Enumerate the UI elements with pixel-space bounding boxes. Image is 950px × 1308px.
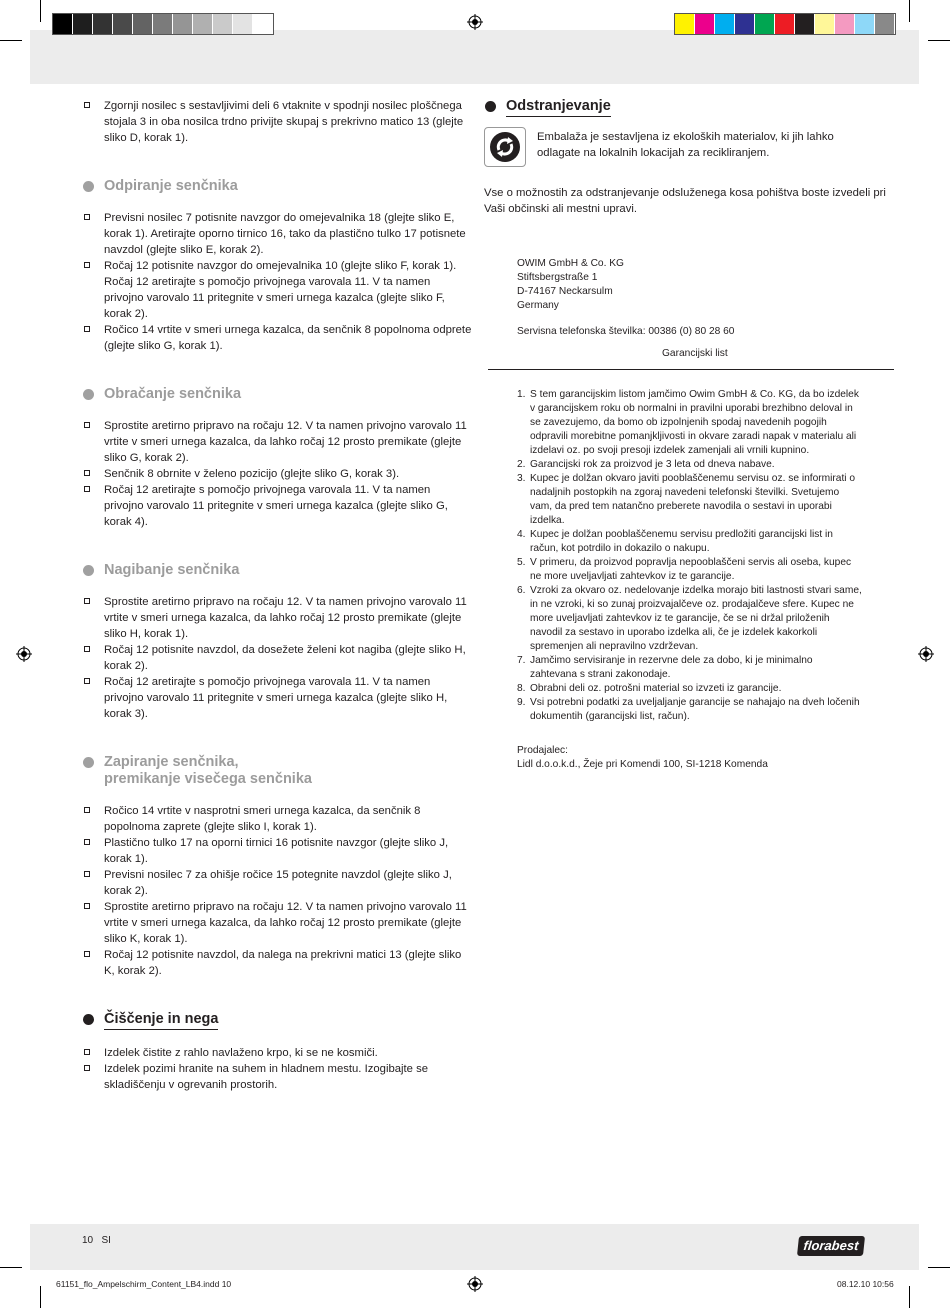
square-bullet-icon	[84, 903, 90, 909]
list-item: Sprostite aretirno pripravo na ročaju 12. V ta namen privojno varovalo 11 vrtite v smeri urnega kazalca, da lahko ročaj 12 prosto premikate (glejte sliko G, korak 2).	[82, 418, 472, 466]
registration-mark-icon	[467, 14, 483, 30]
list-item: 4. Kupec je dolžan pooblaščenemu servisu predložiti garancijski list in račun, kot potrdilo in dokazilo o nakupu.	[517, 529, 833, 554]
crop-mark	[0, 1267, 22, 1268]
grayscale-color-bar	[52, 13, 274, 35]
color-swatch	[775, 14, 795, 34]
square-bullet-icon	[84, 646, 90, 652]
color-swatch	[855, 14, 875, 34]
section-heading: Čiščenje in nega	[82, 1011, 472, 1028]
square-bullet-icon	[84, 678, 90, 684]
color-swatch	[113, 14, 133, 34]
crop-mark	[928, 40, 950, 41]
color-swatch	[755, 14, 775, 34]
list-item: 5. V primeru, da proizvod popravlja nepooblaščeni servis ali oseba, kupec ne more uveljavljati zahtevkov iz te garancije.	[517, 557, 852, 582]
list-item: Previsni nosilec 7 potisnite navzgor do omejevalnika 18 (glejte sliko E, korak 1). Aretirajte oporno tirnico 16, tako da plastično tulko 17 potisnete navzdol (glejte sliko E, korak 2).	[82, 210, 472, 258]
color-swatch	[253, 14, 273, 34]
warranty-title: Garancijski list	[662, 348, 728, 359]
registration-mark-icon	[918, 646, 934, 662]
bullet-dot-icon	[83, 565, 94, 576]
crop-mark	[909, 0, 910, 22]
list-item: 7. Jamčimo servisiranje in rezervne dele za dobo, ki je minimalno zahtevana s strani zakonodaje.	[517, 655, 813, 680]
list-item: Ročico 14 vrtite v nasprotni smeri urnega kazalca, da senčnik 8 popolnoma zaprete (glejte sliko I, korak 1).	[82, 803, 472, 835]
square-bullet-icon	[84, 470, 90, 476]
list-item: 2. Garancijski rok za proizvod je 3 leta od dneva nabave.	[517, 459, 775, 470]
print-date: 08.12.10 10:56	[837, 1279, 894, 1289]
section-heading: Odpiranje senčnika	[82, 178, 472, 195]
list-item: 8. Obrabni deli oz. potrošni material so izvzeti iz garancije.	[517, 683, 782, 694]
florabest-logo: florabest	[797, 1236, 865, 1256]
color-swatch	[675, 14, 695, 34]
color-swatch	[815, 14, 835, 34]
list-item: 6. Vzroki za okvaro oz. nedelovanje izdelka morajo biti lastnosti stvari same, in ne vzroki, ki so zunaj proizvajalčeve oz. prodajalčeve sfere. Kupec ne more uveljavljati zahtevkov iz te garancije, če se ni držal priloženih navodil za sestavo in uporabo izdelka ali, če je izdelek kakorkoli spremenjen ali nepravilno vzdrževan.	[517, 585, 862, 652]
color-swatch	[193, 14, 213, 34]
process-color-bar	[674, 13, 896, 35]
square-bullet-icon	[84, 262, 90, 268]
square-bullet-icon	[84, 951, 90, 957]
bullet-dot-icon	[485, 101, 496, 112]
square-bullet-icon	[84, 486, 90, 492]
manufacturer-address: OWIM GmbH & Co. KG Stiftsbergstraße 1 D-74167 Neckarsulm Germany Servisna telefonska številka: 00386 (0) 80 28 60 Garancijski list	[517, 257, 899, 361]
section-heading: Odstranjevanje	[484, 98, 899, 115]
square-bullet-icon	[84, 214, 90, 220]
square-bullet-icon	[84, 1049, 90, 1055]
color-swatch	[735, 14, 755, 34]
list-item: 3. Kupec je dolžan okvaro javiti pooblaščenemu servisu oz. se informirati o nadaljnih postopkih na zgoraj navedeni telefonski številki. Svetujemo vam, da pred tem natančno preberete navodila o sestavi in uporabi izdelka.	[517, 473, 856, 526]
section-heading: Obračanje senčnika	[82, 386, 472, 403]
top-band	[30, 30, 919, 84]
instruction-text: Zgornji nosilec s sestavljivimi deli 6 vtaknite v spodnji nosilec ploščnega stojala 3 in oba nosilca trdno privijte skupaj s prekrivno matico 13 (glejte sliko D, korak 1).	[104, 100, 464, 144]
list-item: Ročaj 12 aretirajte s pomočjo privojnega varovala 11. V ta namen privojno varovalo 11 pritegnite v smeri urnega kazalca (glejte sliko G, korak 4).	[82, 482, 472, 530]
color-swatch	[173, 14, 193, 34]
square-bullet-icon	[84, 326, 90, 332]
right-column	[484, 98, 899, 772]
list-item: Ročaj 12 aretirajte s pomočjo privojnega varovala 11. V ta namen privojno varovalo 11 pritegnite v smeri urnega kazalca (glejte sliko H, korak 3).	[82, 674, 472, 722]
square-bullet-icon	[84, 102, 90, 108]
crop-mark	[40, 0, 41, 22]
list-item: Izdelek pozimi hranite na suhem in hladnem mestu. Izogibajte se skladiščenju v ogrevanih prostorih.	[82, 1061, 472, 1093]
color-swatch	[73, 14, 93, 34]
list-item: Sprostite aretirno pripravo na ročaju 12. V ta namen privojno varovalo 11 vrtite v smeri urnega kazalca, da lahko ročaj 12 prosto premikate (glejte sliko K, korak 1).	[82, 899, 472, 947]
color-swatch	[133, 14, 153, 34]
list-item: Senčnik 8 obrnite v želeno pozicijo (glejte sliko G, korak 3).	[82, 466, 472, 482]
square-bullet-icon	[84, 422, 90, 428]
square-bullet-icon	[84, 871, 90, 877]
disposal-text: Vse o možnostih za odstranjevanje odsluženega kosa pohištva boste izvedeli pri Vaši občinski ali mestni upravi.	[484, 187, 886, 215]
square-bullet-icon	[84, 598, 90, 604]
left-column	[82, 98, 472, 1093]
color-swatch	[695, 14, 715, 34]
list-item: Ročaj 12 potisnite navzdol, da dosežete želeni kot nagiba (glejte sliko H, korak 2).	[82, 642, 472, 674]
page-number: 10 SI	[82, 1235, 111, 1246]
color-swatch	[153, 14, 173, 34]
bottom-band	[30, 1224, 919, 1270]
crop-mark	[928, 1267, 950, 1268]
square-bullet-icon	[84, 807, 90, 813]
crop-mark	[40, 1286, 41, 1308]
bullet-dot-icon	[83, 389, 94, 400]
color-swatch	[795, 14, 815, 34]
file-name: 61151_flo_Ampelschirm_Content_LB4.indd 10	[56, 1279, 232, 1289]
section-heading: Nagibanje senčnika	[82, 562, 472, 579]
bullet-dot-icon	[83, 1014, 94, 1025]
list-item: Plastično tulko 17 na oporni tirnici 16 potisnite navzgor (glejte sliko J, korak 1).	[82, 835, 472, 867]
color-swatch	[213, 14, 233, 34]
color-swatch	[233, 14, 253, 34]
packaging-text: Embalaža je sestavljena iz ekoloških materialov, ki jih lahko odlagate na lokalnih lokacijah za recikliranjem.	[537, 131, 834, 159]
color-swatch	[835, 14, 855, 34]
crop-mark	[0, 40, 22, 41]
list-item: Izdelek čistite z rahlo navlaženo krpo, ki se ne kosmiči.	[82, 1045, 472, 1061]
list-item: Sprostite aretirno pripravo na ročaju 12. V ta namen privojno varovalo 11 vrtite v smeri urnega kazalca, da lahko ročaj 12 prosto premikate (glejte sliko H, korak 1).	[82, 594, 472, 642]
crop-mark	[909, 1286, 910, 1308]
square-bullet-icon	[84, 839, 90, 845]
list-item: Previsni nosilec 7 za ohišje ročice 15 potegnite navzdol (glejte sliko J, korak 2).	[82, 867, 472, 899]
registration-mark-icon	[16, 646, 32, 662]
section-heading: Zapiranje senčnika, premikanje visečega senčnika	[82, 754, 472, 788]
seller-info: Prodajalec: Lidl d.o.o.k.d., Žeje pri Komendi 100, SI-1218 Komenda	[517, 745, 768, 770]
bullet-dot-icon	[83, 757, 94, 768]
warranty-list	[517, 388, 862, 724]
list-item: Ročaj 12 potisnite navzgor do omejevalnika 10 (glejte sliko F, korak 1). Ročaj 12 aretirajte s pomočjo privojnega varovala 11. V ta namen privojno varovalo 11 pritegnite v smeri urnega kazalca (glejte sliko F, korak 2).	[82, 258, 472, 322]
color-swatch	[715, 14, 735, 34]
list-item: Ročico 14 vrtite v smeri urnega kazalca, da senčnik 8 popolnoma odprete (glejte sliko G, korak 1).	[82, 322, 472, 354]
list-item: 1. S tem garancijskim listom jamčimo Owim GmbH & Co. KG, da bo izdelek v garancijskem roku ob normalni in pravilni uporabi brezhibno deloval in se zavezujemo, da bomo ob izpolnjenih spodaj navedenih pogojih odpravili morebitne pomanjkljivosti in okvare zaradi napak v materialu ali izdelavi oz. po svoji presoji izdelek zamenjali ali vrnili kupnino.	[517, 389, 859, 456]
list-item	[82, 98, 472, 146]
list-item: 9. Vsi potrebni podatki za uveljaljanje garancije se nahajajo na dveh ločenih dokumentih (garancijski list, račun).	[517, 697, 860, 722]
color-swatch	[53, 14, 73, 34]
color-swatch	[93, 14, 113, 34]
registration-mark-icon	[467, 1276, 483, 1292]
bullet-dot-icon	[83, 181, 94, 192]
square-bullet-icon	[84, 1065, 90, 1071]
divider	[488, 369, 894, 370]
list-item: Ročaj 12 potisnite navzdol, da nalega na prekrivni matici 13 (glejte sliko K, korak 2).	[82, 947, 472, 979]
color-swatch	[875, 14, 895, 34]
recycling-symbol-icon	[484, 127, 526, 167]
